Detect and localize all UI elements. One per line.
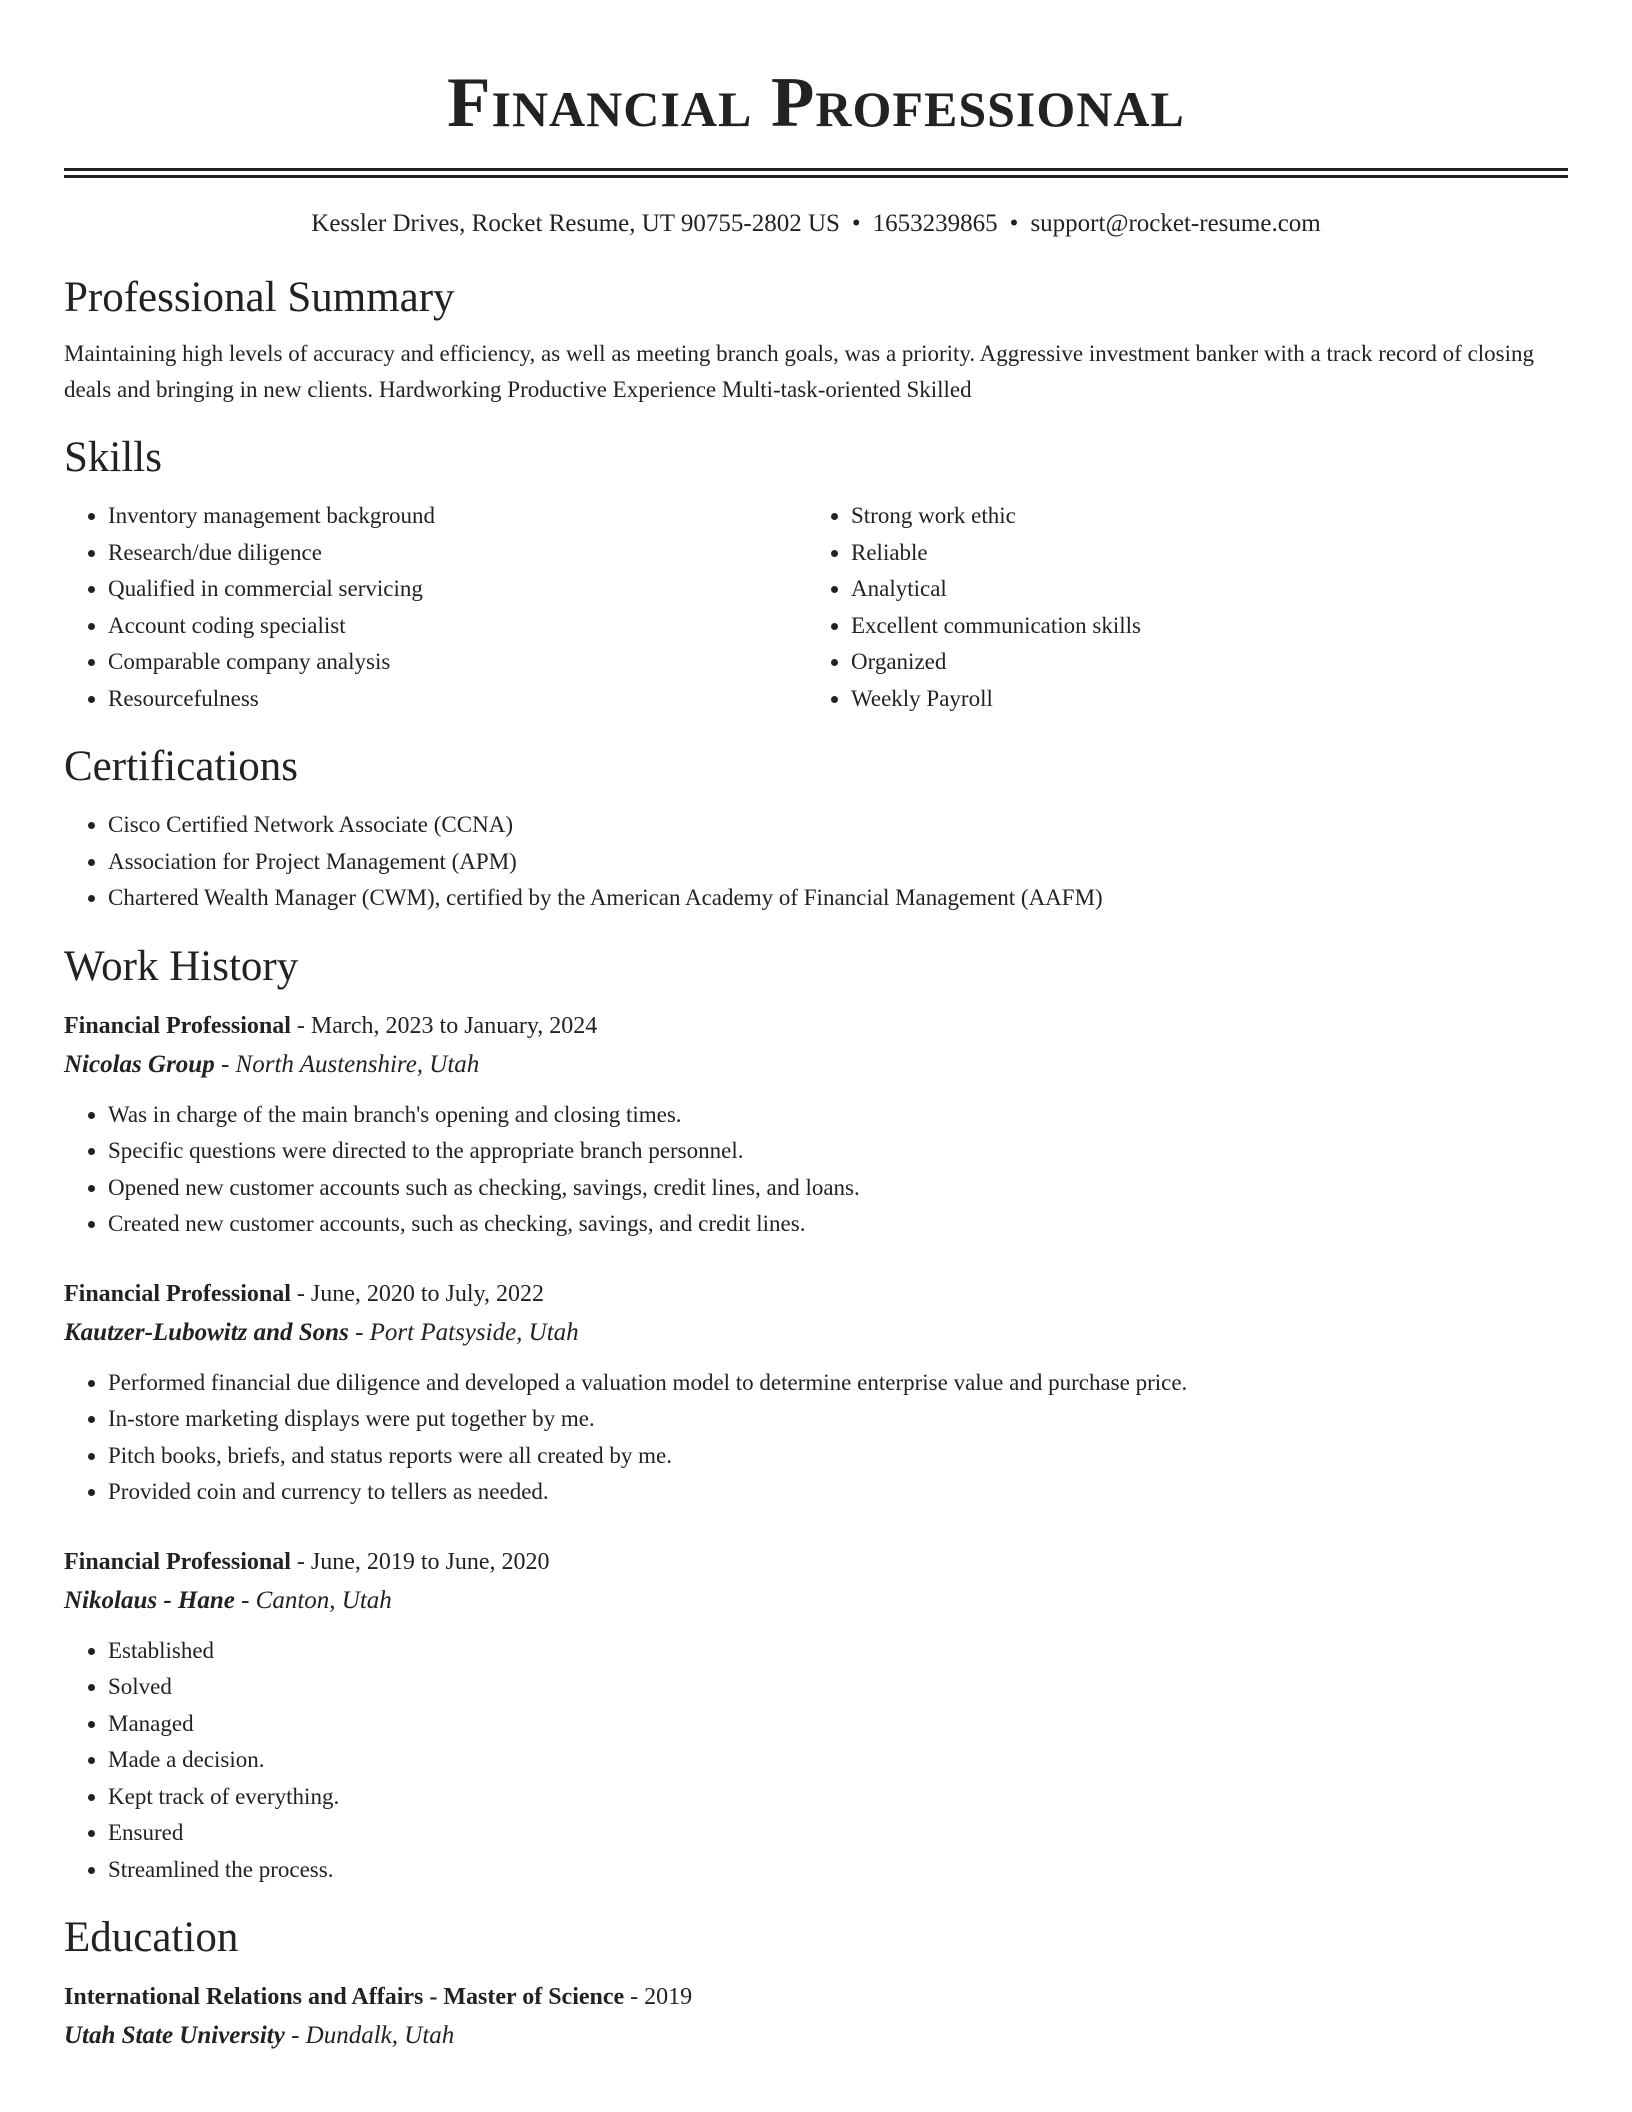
certification-item: • Cisco Certified Network Associate (CCNA) [108,807,1568,844]
job-header [64,1543,1568,1581]
skills-section [64,432,1568,717]
skill-item: • Organized [851,644,1550,681]
job-bullet: • Specific questions were directed to the appropriate branch personnel. [108,1133,1568,1170]
job-dates: - June, 2020 to July, 2022 [290,1280,545,1307]
certifications-list [64,807,1568,917]
job-bullets [64,1097,1568,1243]
education-section [64,1912,1568,2056]
skill-item: • Weekly Payroll [851,681,1550,718]
job-bullet: • In-store marketing displays were put together by me. [108,1401,1568,1438]
education-year: - 2019 [624,1984,693,2010]
contact-address: Kessler Drives, Rocket Resume, UT 90755-2802 US [311,210,840,237]
skill-item: • Qualified in commercial servicing [108,571,807,608]
job-bullet: • Ensured [108,1815,1568,1852]
job-bullet: • Performed financial due diligence and developed a valuation model to determine enterprise value and purchase price. [108,1365,1568,1402]
job-entry [64,1275,1568,1511]
contact-phone: 1653239865 [872,210,998,237]
job-bullet: • Made a decision. [108,1742,1568,1779]
section-title: Work History [64,942,299,990]
skill-item: • Reliable [851,535,1550,572]
job-bullet: • Streamlined the process. [108,1852,1568,1889]
contact-email: support@rocket-resume.com [1030,210,1321,237]
contact-separator: • [851,210,861,237]
contact-line [64,208,1568,240]
education-school-line [64,2016,1568,2056]
education-degree: International Relations and Affairs - Master of Science [64,1984,625,2010]
job-entry [64,1007,1568,1243]
job-header [64,1007,1568,1045]
job-bullet: • Provided coin and currency to tellers as needed. [108,1474,1568,1511]
skills-columns [64,498,1568,717]
job-dates: - March, 2023 to January, 2024 [290,1012,598,1039]
job-dates: - June, 2019 to June, 2020 [290,1548,550,1575]
job-bullet: • Opened new customer accounts such as checking, savings, credit lines, and loans. [108,1170,1568,1207]
job-role: Financial Professional [64,1280,291,1307]
job-role: Financial Professional [64,1548,291,1575]
certification-item: • Chartered Wealth Manager (CWM), certified by the American Academy of Financial Management (AAFM) [108,880,1568,917]
contact-separator: • [1009,210,1019,237]
education-entry [64,1978,1568,2056]
skill-item: • Strong work ethic [851,498,1550,535]
skill-item: • Research/due diligence [108,535,807,572]
job-bullet: • Kept track of everything. [108,1779,1568,1816]
job-company: Kautzer-Lubowitz and Sons [64,1318,349,1346]
job-company-line [64,1581,1568,1621]
skills-list-right [807,498,1550,717]
job-header [64,1275,1568,1313]
job-location: - North Austenshire, Utah [214,1050,480,1078]
candidate-name: Financial Professional [447,64,1185,142]
skill-item: • Analytical [851,571,1550,608]
section-title: Certifications [64,743,299,790]
skills-list-left [64,498,807,717]
section-title: Skills [64,434,162,481]
job-bullet: • Was in charge of the main branch's opening and closing times. [108,1097,1568,1134]
education-location: - Dundalk, Utah [284,2022,455,2049]
work-history-section [64,941,1568,1889]
education-header [64,1978,1568,2016]
job-company: Nikolaus - Hane [64,1586,235,1614]
job-bullet: • Managed [108,1706,1568,1743]
skill-item: • Account coding specialist [108,608,807,645]
job-bullet: • Created new customer accounts, such as checking, savings, and credit lines. [108,1206,1568,1243]
job-location: - Canton, Utah [234,1586,392,1614]
header-double-rule [64,168,1568,178]
job-role: Financial Professional [64,1012,291,1039]
summary-text: Maintaining high levels of accuracy and efficiency, as well as meeting branch goals, was a priority. Aggressive investment banker with a track record of closing deals and bringing in new clients. Hardworking Productive Experience Multi-task-oriented Skilled [64,341,1535,402]
job-location: - Port Patsyside, Utah [348,1318,579,1346]
section-title: Education [64,1914,239,1961]
skill-item: • Inventory management background [108,498,807,535]
job-company-line [64,1045,1568,1085]
certification-item: • Association for Project Management (APM) [108,844,1568,881]
resume-page [64,0,1568,2056]
job-bullet: • Pitch books, briefs, and status reports were all created by me. [108,1438,1568,1475]
summary-section [64,272,1568,408]
job-company-line [64,1313,1568,1353]
job-bullet: • Established [108,1633,1568,1670]
job-bullets [64,1365,1568,1511]
section-title: Professional Summary [64,274,455,321]
job-entry [64,1543,1568,1889]
job-bullet: • Solved [108,1669,1568,1706]
certifications-section [64,741,1568,917]
skill-item: • Comparable company analysis [108,644,807,681]
job-bullets [64,1633,1568,1889]
skill-item: • Resourcefulness [108,681,807,718]
job-company: Nicolas Group [64,1050,215,1078]
skill-item: • Excellent communication skills [851,608,1550,645]
education-school: Utah State University [64,2022,285,2049]
